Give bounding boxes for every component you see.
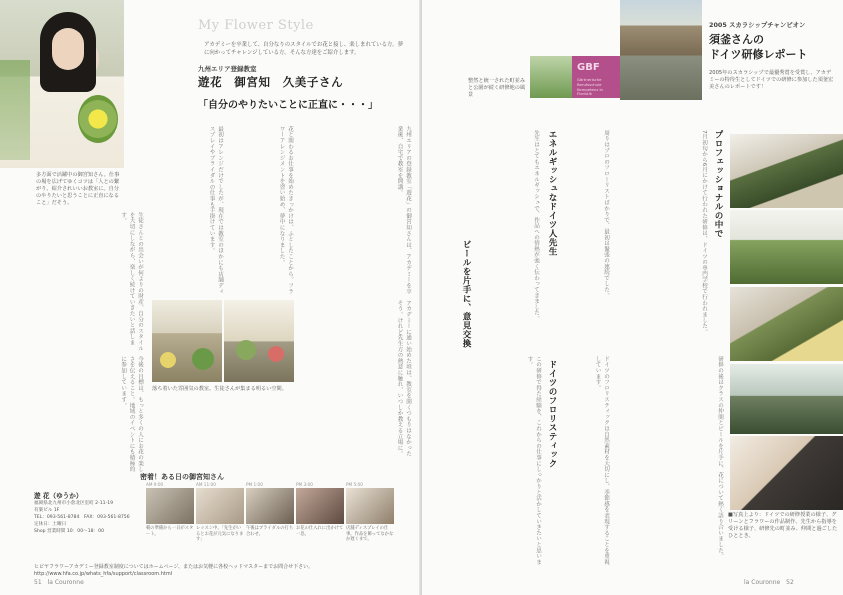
magazine-name: la Couronne xyxy=(744,579,781,586)
section-head: プロフェッショナルの中で xyxy=(713,130,723,238)
body-column: この研修で得た経験を、これからの仕事にしっかりと活かしていきたいと思います。 xyxy=(526,356,541,565)
schedule-time: PM 3:00 xyxy=(296,482,313,487)
training-photo xyxy=(730,134,843,208)
right-page xyxy=(422,0,843,595)
schedule-caption: 朝の準備から一日がスタート。 xyxy=(146,526,194,537)
schedule-photo xyxy=(196,488,244,524)
section-head: ドイツのフロリスティック xyxy=(547,360,557,468)
training-photo xyxy=(730,287,843,361)
shop-photo xyxy=(152,300,222,382)
shop-photo xyxy=(224,300,294,382)
schedule-time: AM 9:00 xyxy=(146,482,164,487)
body-column: ドイツのフロリスティックは自然素材を大切にし、季節感を表現することを重視しています。 xyxy=(594,356,609,565)
schedule-title: 密着！ある日の御宮知さん xyxy=(140,473,224,481)
gbf-logo xyxy=(572,56,620,98)
schedule-photo xyxy=(346,488,394,524)
body-column: 最初はアレンジだけでしたが、現在では教室のほかにも店舗ディスプレイやブライダルの仕事も手掛けています。 xyxy=(208,126,223,295)
section-head: ビールを片手に、意見交換 xyxy=(461,240,471,348)
training-photo xyxy=(730,364,843,434)
town-caption: 整然と統一された町並みと公園が続く研修地の風景 xyxy=(468,78,526,98)
feature-name: 遊花 御宮知 久美子さん xyxy=(198,75,344,89)
folio xyxy=(744,579,794,586)
gbf-logo-subtext: Gärtnerische Berufsschule Kompetenz in Floristik xyxy=(577,77,603,97)
page-number: 52 xyxy=(786,579,794,586)
portrait-caption: 多方面で活躍中の御宮知さん。仕事の場を広げてゆくコツは「人との繋がり。紹介されいいお教室に。自分のやりたいと思うことに正直になること」だそう。 xyxy=(36,172,120,206)
section-head: エネルギッシュなドイツ人先生 xyxy=(547,130,557,256)
year-tag: 2005 スカラシップチャンピオン xyxy=(709,21,806,29)
training-photo xyxy=(730,210,843,284)
body-column: アカデミーに通い始めた頃は、教室を開くつもりはなかったそう。けれど先生方の熱意に触れ、いつしか教える立場に。 xyxy=(396,300,411,457)
body-column: 生徒さんとの出会いが何よりの財産。自分のスタイルを大切にしながら、楽しく続けていきたいと話します。 xyxy=(120,212,143,352)
schedule-caption: レッスン中。「先生がいるとお花が元気になります」 xyxy=(196,526,244,543)
shop-caption: 落ち着いた雰囲気の教室。生徒さんが集まる明るい空間。 xyxy=(152,386,287,392)
gbf-logo-text: GBF xyxy=(577,62,600,73)
left-page xyxy=(0,0,421,595)
magazine-name: la Couronne xyxy=(47,579,84,586)
schedule-caption: お花の仕入れに出かけて一息。 xyxy=(296,526,344,537)
school-building: 有楽ビル 1F xyxy=(34,508,60,513)
schedule-photo xyxy=(246,488,294,524)
lead-text: アカデミーを卒業して、自分なりのスタイルでお花と接し、楽しまれている方。夢に向かってチャレンジしている方。そんな方達をご紹介します。 xyxy=(204,42,404,56)
schedule-photo xyxy=(296,488,344,524)
series-title: My Flower Style xyxy=(198,18,314,33)
school-hours: Shop 営業時間 10：00～18：00 xyxy=(34,529,105,534)
body-column: 今後の目標は、もっと多くの人にお花の楽しさを伝えること。地域のイベントにも積極的に参加しています。 xyxy=(120,356,143,472)
schedule-time: PM 5:00 xyxy=(346,482,363,487)
schedule-photo xyxy=(146,488,194,524)
school-address: 福岡県北九州市小倉北区室町 2-11-19 xyxy=(34,501,114,506)
school-info xyxy=(34,500,144,535)
feature-quote: 「自分のやりたいことに正直に・・・」 xyxy=(198,100,378,111)
training-photo xyxy=(730,436,843,510)
garden-photo xyxy=(530,56,576,98)
body-column: 花と関わるお仕事を始めたきっかけは、ふとしたことから。フラワーアレンジメントを習い始め、夢中になりました。 xyxy=(278,126,293,295)
body-column: 研修の後はクラスの仲間とビールを片手に、花について熱く語り合いました。 xyxy=(717,356,723,559)
report-title: 須釜さんの ドイツ研修レポート xyxy=(709,33,808,61)
body-column: 周りはプロのフローリストばかりで、最初は緊張の連続でした。 xyxy=(603,130,609,299)
body-column: 7月初旬から6月にかけて行われた研修は、ドイツの専門学校で行われました。 xyxy=(701,130,707,335)
body-column: 先生はとてもエネルギッシュで、作品への情熱が強く伝わってきました。 xyxy=(533,130,539,322)
schedule-caption: 店舗ディスプレイの仕事。作品を飾ってなかなか遅くまで。 xyxy=(346,526,394,543)
photo-caption: ■写真上より：ドイツでの研修授業の様子、グリーンとフラワーの作品制作、先生から指導を受ける様子、研修先の町並み、仲間と過ごしたひととき。 xyxy=(728,512,838,539)
town-photo xyxy=(620,0,702,100)
body-column: 九州エリアの登録教室「遊花」の御宮知さんは、アカデミーを卒業後、自宅で教室を開講。 xyxy=(396,126,411,295)
portrait-photo xyxy=(0,0,124,168)
schedule-caption: 午後はブライダルの打ち合わせ。 xyxy=(246,526,294,537)
school-phone: TEL：093-561-8784 FAX：093-561-8756 xyxy=(34,515,130,520)
schedule-time: AM 11:00 xyxy=(196,482,216,487)
school-holiday: 定休日：土曜日 xyxy=(34,522,67,527)
region-label: 九州エリア登録教室 xyxy=(198,65,257,73)
footer-note: ヒビヤフラワーアカデミー登録教室制度についてはホームページ、またはお気軽に各校ヘッドマスターまでお問合せ下さい。 http://www.hfa.co.jp/whats_hfa/support/classroom.html xyxy=(34,564,316,577)
page-number: 51 xyxy=(34,579,42,586)
schedule-time: PM 1:00 xyxy=(246,482,263,487)
folio xyxy=(34,579,84,586)
school-name: 遊 花（ゆうか） xyxy=(34,492,83,500)
report-lead: 2005年のスカラシップで最優秀賞を受賞し、アカデミーの特待生としてドイツでの研修に参加した須釜宏美さんのレポートです！ xyxy=(709,70,834,91)
